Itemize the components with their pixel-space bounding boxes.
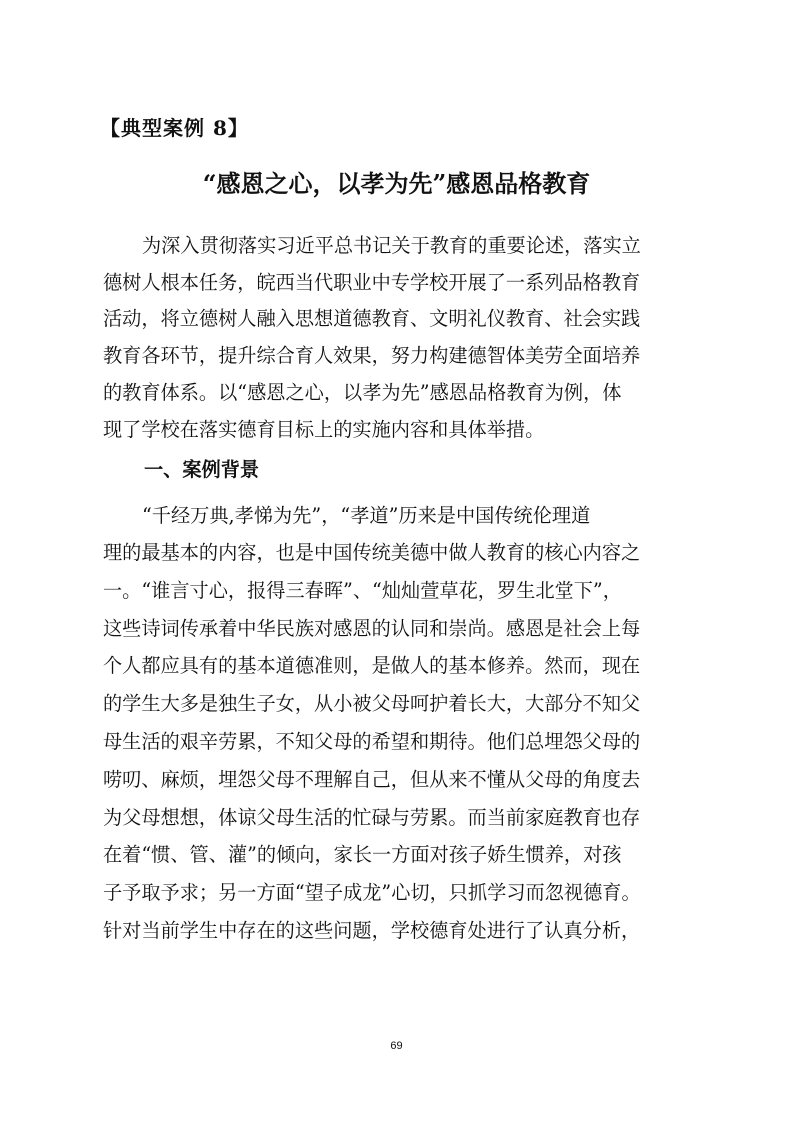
background-line: 个人都应具有的基本道德准则，是做人的基本修养。然而，现在: [103, 654, 641, 677]
background-line: “千经万典,孝悌为先”，“孝道”历来是中国传统伦理道: [142, 504, 591, 527]
background-line: 子予取予求；另一方面“望子成龙”心切，只抓学习而忽视德育。: [103, 881, 641, 904]
intro-line: 德树人根本任务，皖西当代职业中专学校开展了一系列品格教育: [103, 271, 641, 294]
page-number: 69: [390, 1040, 403, 1052]
background-line: 为父母想想，体谅父母生活的忙碌与劳累。而当前家庭教育也存: [103, 806, 641, 829]
background-line: 的学生大多是独生子女，从小被父母呵护着长大，大部分不知父: [103, 692, 641, 715]
document-title: “感恩之心，以孝为先”感恩品格教育: [202, 169, 591, 198]
background-line: 理的最基本的内容，也是中国传统美德中做人教育的核心内容之: [103, 541, 641, 564]
background-line: 唠叨、麻烦，埋怨父母不理解自己，但从来不懂从父母的角度去: [103, 768, 641, 791]
case-label: 【典型案例 8】: [100, 116, 249, 140]
intro-line: 的教育体系。以“感恩之心，以孝为先”感恩品格教育为例，体: [103, 381, 622, 404]
background-line: 在着“惯、管、灌”的倾向，家长一方面对孩子娇生惯养，对孩: [103, 843, 622, 866]
intro-line: 现了学校在落实德育目标上的实施内容和具体举措。: [103, 418, 545, 441]
background-line: 母生活的艰辛劳累，不知父母的希望和期待。他们总埋怨父母的: [103, 730, 641, 753]
intro-line: 为深入贯彻落实习近平总书记关于教育的重要论述，落实立: [142, 234, 641, 257]
background-line: 这些诗词传承着中华民族对感恩的认同和崇尚。感恩是社会上每: [103, 617, 641, 640]
section-heading: 一、案例背景: [144, 458, 260, 481]
background-line: 针对当前学生中存在的这些问题，学校德育处进行了认真分析，: [103, 919, 641, 942]
intro-line: 活动，将立德树人融入思想道德教育、文明礼仪教育、社会实践: [103, 307, 641, 330]
intro-line: 教育各环节，提升综合育人效果，努力构建德智体美劳全面培养: [103, 344, 641, 367]
background-line: 一。“谁言寸心，报得三春晖”、“灿灿萱草花，罗生北堂下”，: [103, 579, 622, 602]
